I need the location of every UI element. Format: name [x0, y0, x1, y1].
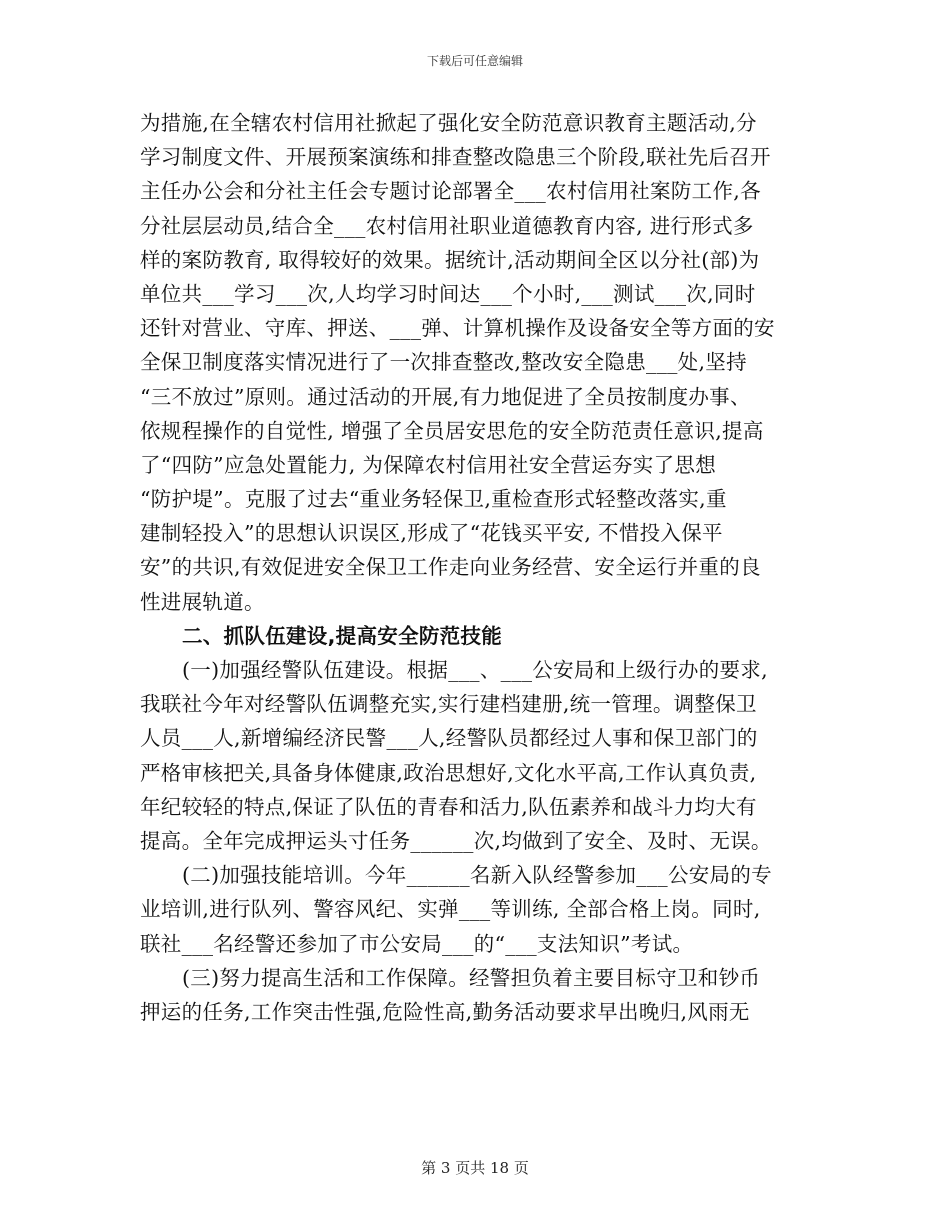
text-line: 单位共___学习___次,人均学习时间达___个小时,___测试___次,同时	[140, 281, 756, 306]
text-line: 样的案防教育, 取得较好的效果。据统计,活动期间全区以分社(部)为	[140, 247, 760, 272]
text-line: (二)加强技能培训。今年______名新入队经警参加___公安局的专	[182, 863, 772, 888]
paragraph-4	[140, 961, 808, 1029]
text-line: 还针对营业、守库、押送、___弹、计算机操作及设备安全等方面的安	[140, 316, 775, 341]
page-footer: 第 3 页共 18 页	[421, 1159, 529, 1177]
text-line: 业培训,进行队列、警容风纪、实弹___等训练, 全部合格上岗。同时,	[140, 897, 761, 922]
text-line: (一)加强经警队伍建设。根据___、___公安局和上级行办的要求,	[182, 658, 768, 682]
text-line: 联社___名经警还参加了市公安局___的“___支法知识”考试。	[140, 931, 694, 956]
paragraph-3	[140, 858, 808, 961]
text-line: 建制轻投入”的思想认识误区,形成了“花钱买平安, 不惜投入保平	[140, 521, 723, 546]
text-line: 押运的任务,工作突击性强,危险性高,勤务活动要求早出晚归,风雨无	[140, 999, 750, 1024]
text-line: 严格审核把关,具备身体健康,政治思想好,文化水平高,工作认真负责,	[140, 760, 757, 785]
text-line: 学习制度文件、开展预案演练和排查整改隐患三个阶段,联社先后召开	[140, 145, 771, 170]
text-line: 为措施,在全辖农村信用社掀起了强化安全防范意识教育主题活动,分	[140, 111, 757, 135]
paragraph-1	[140, 106, 808, 619]
text-line: 我联社今年对经警队伍调整充实,实行建档建册,统一管理。调整保卫	[140, 692, 757, 717]
page-header: 下载后可任意编辑	[426, 54, 523, 68]
section-heading: 二、抓队伍建设,提高安全防范技能	[182, 623, 503, 648]
text-line: 依规程操作的自觉性, 增强了全员居安思危的安全防范责任意识,提高	[140, 418, 764, 443]
text-line: 安”的共识,有效促进安全保卫工作走向业务经营、安全运行并重的良	[140, 555, 761, 580]
text-line: “三不放过”原则。通过活动的开展,有力地促进了全员按制度办事、	[140, 384, 751, 409]
text-line: (三)努力提高生活和工作保障。经警担负着主要目标守卫和钞币	[182, 965, 761, 990]
text-line: 性进展轨道。	[140, 589, 265, 614]
text-line: 主任办公会和分社主任会专题讨论部署全___农村信用社案防工作,各	[140, 179, 761, 204]
text-line: 年纪较轻的特点,保证了队伍的青春和活力,队伍素养和战斗力均大有	[140, 794, 757, 819]
document-body	[140, 106, 808, 1029]
text-line: 分社层层动员,结合全___农村信用社职业道德教育内容, 进行形式多	[140, 213, 754, 238]
text-line: 提高。全年完成押运头寸任务______次,均做到了安全、及时、无误。	[140, 828, 772, 853]
text-line: “防护堤”。克服了过去“重业务轻保卫,重检查形式轻整改落实,重	[140, 487, 727, 512]
text-line: 全保卫制度落实情况进行了一次排查整改,整改安全隐患___处,坚持	[140, 350, 747, 375]
text-line: 了“四防”应急处置能力, 为保障农村信用社安全营运夯实了思想	[140, 452, 716, 477]
text-line: 人员___人,新增编经济民警___人,经警队员都经过人事和保卫部门的	[140, 726, 758, 751]
paragraph-2	[140, 653, 808, 858]
